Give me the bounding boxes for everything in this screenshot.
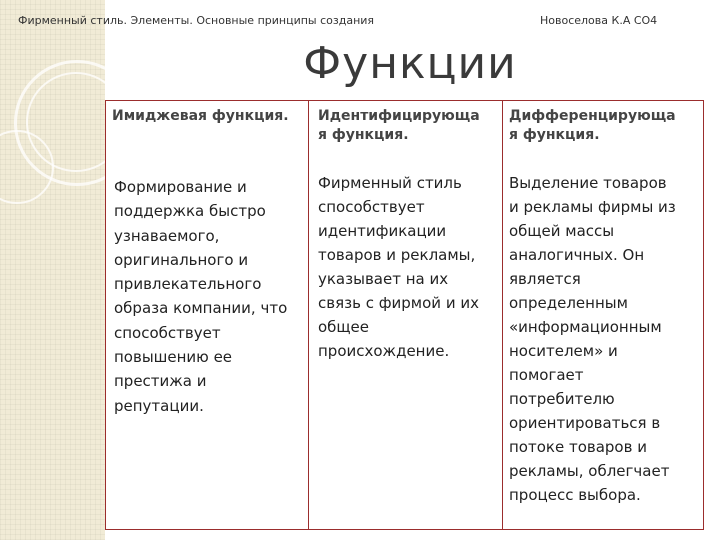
slide-header-left: Фирменный стиль. Элементы. Основные принципы создания [18, 14, 375, 27]
column-body [509, 171, 699, 507]
body-line: идентификации [318, 222, 447, 240]
column-header-line: Дифференцирующа [509, 108, 676, 124]
body-line: связь с фирмой и их [318, 294, 479, 312]
column-body [114, 175, 304, 418]
column-header-line: Идентифицирующа [318, 108, 480, 124]
column-header [309, 101, 502, 145]
body-line: общее [318, 318, 370, 336]
body-line: аналогичных. Он [509, 246, 645, 264]
slide-title: Функции [303, 38, 517, 89]
column-body [318, 171, 498, 363]
column-header-line: я функция. [318, 127, 409, 143]
body-line: происхождение. [318, 342, 450, 360]
slide-header-right: Новоселова К.А СО4 [540, 14, 658, 27]
body-line: носителем» и [509, 342, 618, 360]
body-line: процесс выбора. [509, 486, 641, 504]
table-column-differentiating-function [503, 101, 703, 529]
body-line: является [509, 270, 581, 288]
column-header [106, 101, 308, 126]
body-line: способствует [114, 323, 221, 342]
functions-table [105, 100, 704, 530]
column-header-line: Имиджевая функция. [112, 108, 289, 124]
body-line: потребителю [509, 390, 615, 408]
body-line: рекламы, облегчает [509, 462, 670, 480]
body-line: и рекламы фирмы из [509, 198, 676, 216]
body-line: способствует [318, 198, 425, 216]
body-line: репутации. [114, 396, 204, 415]
body-line: ориентироваться в [509, 414, 661, 432]
body-line: общей массы [509, 222, 615, 240]
body-line: повышению ее [114, 348, 233, 367]
table-column-image-function [106, 101, 309, 529]
body-line: Формирование и [114, 178, 247, 196]
body-line: оригинального и [114, 250, 249, 269]
body-line: привлекательного [114, 275, 262, 294]
body-line: потоке товаров и [509, 438, 647, 456]
body-line: Фирменный стиль [318, 174, 462, 192]
body-line: престижа и [114, 372, 207, 391]
column-header [503, 101, 703, 145]
body-line: узнаваемого, [114, 226, 220, 245]
body-line: Выделение товаров [509, 174, 667, 192]
body-line: образа компании, что [114, 299, 288, 318]
body-line: товаров и рекламы, [318, 246, 476, 264]
body-line: помогает [509, 366, 584, 384]
body-line: «информационным [509, 318, 662, 336]
table-column-identifying-function [309, 101, 503, 529]
body-line: указывает на их [318, 270, 449, 288]
column-header-line: я функция. [509, 127, 600, 143]
body-line: определенным [509, 294, 628, 312]
body-line: поддержка быстро [114, 202, 266, 221]
